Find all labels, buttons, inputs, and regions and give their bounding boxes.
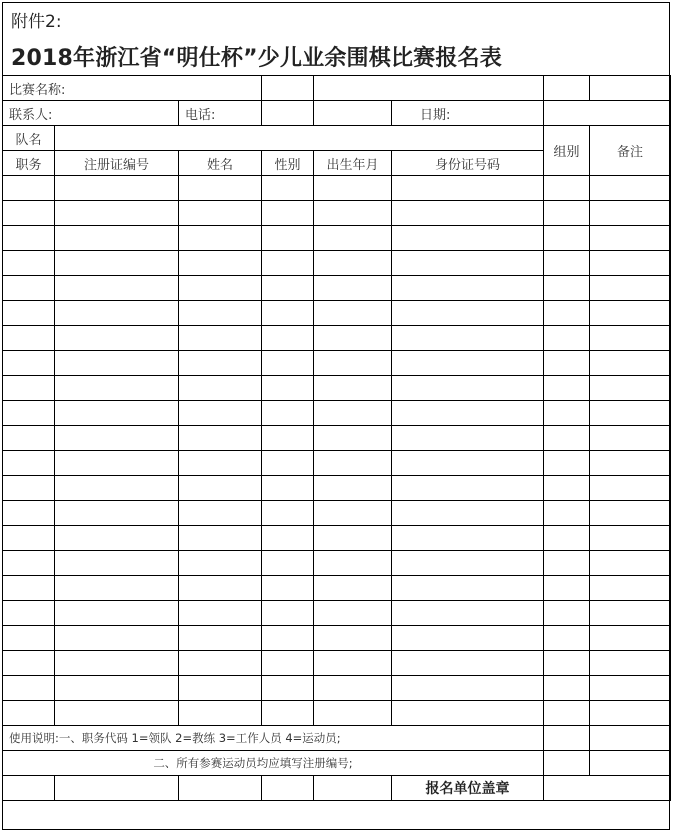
entry-cell-gender[interactable]: [262, 701, 314, 726]
competition-name-field-2[interactable]: [314, 76, 544, 101]
entry-cell-birth[interactable]: [314, 551, 392, 576]
entry-cell-name[interactable]: [179, 626, 262, 651]
usage-note-1: 使用说明:一、职务代码 1=领队 2=教练 3=工作人员 4=运动员;: [3, 726, 544, 751]
unit-stamp-field[interactable]: [544, 776, 671, 801]
entry-cell-role[interactable]: [3, 401, 55, 426]
entry-cell-gender[interactable]: [262, 326, 314, 351]
usage-note-2-cell-h[interactable]: [590, 751, 671, 776]
team-name-field[interactable]: [55, 126, 544, 151]
entry-cell-reg-number[interactable]: [55, 326, 179, 351]
entry-cell-role[interactable]: [3, 301, 55, 326]
entry-cell-name[interactable]: [179, 226, 262, 251]
entry-cell-id-number[interactable]: [392, 351, 544, 376]
table-row: [3, 551, 671, 576]
entry-cell-birth[interactable]: [314, 576, 392, 601]
entry-cell-group[interactable]: [544, 276, 590, 301]
entry-cell-id-number[interactable]: [392, 201, 544, 226]
entry-cell-birth[interactable]: [314, 676, 392, 701]
table-row: [3, 601, 671, 626]
entry-cell-group[interactable]: [544, 651, 590, 676]
entry-cell-reg-number[interactable]: [55, 176, 179, 201]
entry-cell-reg-number[interactable]: [55, 251, 179, 276]
footer-cell-a[interactable]: [3, 776, 55, 801]
entry-cell-remarks[interactable]: [590, 276, 671, 301]
entry-cell-birth[interactable]: [314, 476, 392, 501]
entry-cell-group[interactable]: [544, 551, 590, 576]
entry-cell-id-number[interactable]: [392, 526, 544, 551]
usage-note-2-cell-g[interactable]: [544, 751, 590, 776]
entry-cell-group[interactable]: [544, 476, 590, 501]
entry-cell-gender[interactable]: [262, 176, 314, 201]
entry-cell-id-number[interactable]: [392, 576, 544, 601]
entry-cell-gender[interactable]: [262, 401, 314, 426]
entry-cell-gender[interactable]: [262, 576, 314, 601]
entry-cell-name[interactable]: [179, 201, 262, 226]
table-row: [3, 201, 671, 226]
entry-cell-role[interactable]: [3, 551, 55, 576]
footer-cell-c[interactable]: [179, 776, 262, 801]
footer-cell-e[interactable]: [314, 776, 392, 801]
entry-cell-reg-number[interactable]: [55, 701, 179, 726]
entry-cell-birth[interactable]: [314, 601, 392, 626]
entry-cell-reg-number[interactable]: [55, 201, 179, 226]
competition-name-label: 比赛名称:: [3, 76, 262, 101]
table-row: [3, 576, 671, 601]
entry-cell-group[interactable]: [544, 326, 590, 351]
entry-cell-id-number[interactable]: [392, 401, 544, 426]
footer-cell-b[interactable]: [55, 776, 179, 801]
attachment-label: 附件2:: [11, 12, 62, 32]
entry-cell-id-number[interactable]: [392, 501, 544, 526]
entry-cell-remarks[interactable]: [590, 476, 671, 501]
entry-cell-id-number[interactable]: [392, 226, 544, 251]
entry-cell-reg-number[interactable]: [55, 626, 179, 651]
col-header-birth: 出生年月: [314, 151, 392, 176]
entry-cell-remarks[interactable]: [590, 251, 671, 276]
entry-cell-role[interactable]: [3, 626, 55, 651]
entry-cell-birth[interactable]: [314, 276, 392, 301]
entry-cell-group[interactable]: [544, 176, 590, 201]
competition-name-field-1[interactable]: [262, 76, 314, 101]
entry-cell-role[interactable]: [3, 226, 55, 251]
table-row: [3, 276, 671, 301]
entry-cell-gender[interactable]: [262, 526, 314, 551]
entry-cell-group[interactable]: [544, 301, 590, 326]
table-row: [3, 476, 671, 501]
usage-note-1-cell-g[interactable]: [544, 726, 590, 751]
entry-cell-id-number[interactable]: [392, 251, 544, 276]
entry-cell-group[interactable]: [544, 451, 590, 476]
entry-cell-role[interactable]: [3, 351, 55, 376]
table-row: [3, 626, 671, 651]
entry-cell-birth[interactable]: [314, 401, 392, 426]
entry-cell-id-number[interactable]: [392, 326, 544, 351]
entry-cell-name[interactable]: [179, 551, 262, 576]
entry-cell-role[interactable]: [3, 526, 55, 551]
entry-cell-role[interactable]: [3, 251, 55, 276]
col-header-gender: 性别: [262, 151, 314, 176]
entry-cell-reg-number[interactable]: [55, 476, 179, 501]
col-header-role: 职务: [3, 151, 55, 176]
phone-field[interactable]: [262, 101, 314, 126]
entry-cell-name[interactable]: [179, 301, 262, 326]
entry-cell-role[interactable]: [3, 651, 55, 676]
entry-cell-gender[interactable]: [262, 251, 314, 276]
entry-cell-birth[interactable]: [314, 351, 392, 376]
entry-cell-gender[interactable]: [262, 676, 314, 701]
entry-cell-id-number[interactable]: [392, 426, 544, 451]
col-header-name: 姓名: [179, 151, 262, 176]
entry-cell-group[interactable]: [544, 351, 590, 376]
entry-cell-remarks[interactable]: [590, 426, 671, 451]
entry-cell-remarks[interactable]: [590, 451, 671, 476]
entry-cell-role[interactable]: [3, 601, 55, 626]
entry-cell-remarks[interactable]: [590, 176, 671, 201]
date-label: 日期:: [392, 101, 544, 126]
entry-cell-name[interactable]: [179, 176, 262, 201]
entry-cell-gender[interactable]: [262, 601, 314, 626]
entry-cell-role[interactable]: [3, 576, 55, 601]
entry-cell-gender[interactable]: [262, 551, 314, 576]
entry-cell-group[interactable]: [544, 701, 590, 726]
entry-cell-name[interactable]: [179, 351, 262, 376]
entry-cell-group[interactable]: [544, 626, 590, 651]
entry-cell-name[interactable]: [179, 426, 262, 451]
entry-cell-id-number[interactable]: [392, 626, 544, 651]
entry-cell-remarks[interactable]: [590, 351, 671, 376]
table-row: [3, 501, 671, 526]
date-field[interactable]: [544, 101, 671, 126]
entry-cell-reg-number[interactable]: [55, 226, 179, 251]
entry-cell-remarks[interactable]: [590, 526, 671, 551]
entry-cell-id-number[interactable]: [392, 676, 544, 701]
entry-cell-id-number[interactable]: [392, 476, 544, 501]
table-row: [3, 526, 671, 551]
unit-stamp-label: 报名单位盖章: [392, 776, 544, 801]
footer-cell-d[interactable]: [262, 776, 314, 801]
entry-cell-birth[interactable]: [314, 526, 392, 551]
entry-cell-remarks[interactable]: [590, 301, 671, 326]
entry-cell-remarks[interactable]: [590, 551, 671, 576]
entry-cell-birth[interactable]: [314, 201, 392, 226]
table-row: [3, 651, 671, 676]
entry-cell-name[interactable]: [179, 601, 262, 626]
entry-cell-id-number[interactable]: [392, 376, 544, 401]
entry-cell-reg-number[interactable]: [55, 401, 179, 426]
entry-cell-group[interactable]: [544, 376, 590, 401]
entry-cell-group[interactable]: [544, 576, 590, 601]
remarks-header: 备注: [590, 126, 671, 176]
table-row: [3, 351, 671, 376]
entry-cell-birth[interactable]: [314, 376, 392, 401]
entry-cell-reg-number[interactable]: [55, 576, 179, 601]
team-name-label: 队名: [3, 126, 55, 151]
entry-cell-remarks[interactable]: [590, 326, 671, 351]
competition-name-field-4[interactable]: [590, 76, 671, 101]
entry-cell-role[interactable]: [3, 451, 55, 476]
entry-cell-remarks[interactable]: [590, 701, 671, 726]
entry-cell-gender[interactable]: [262, 226, 314, 251]
entry-cell-gender[interactable]: [262, 351, 314, 376]
entry-cell-group[interactable]: [544, 426, 590, 451]
entry-cell-remarks[interactable]: [590, 626, 671, 651]
entry-cell-remarks[interactable]: [590, 376, 671, 401]
entry-cell-reg-number[interactable]: [55, 651, 179, 676]
entry-cell-gender[interactable]: [262, 476, 314, 501]
entry-cell-name[interactable]: [179, 326, 262, 351]
entry-cell-birth[interactable]: [314, 226, 392, 251]
table-row: [3, 326, 671, 351]
entry-cell-role[interactable]: [3, 276, 55, 301]
table-row: [3, 301, 671, 326]
entry-cell-reg-number[interactable]: [55, 551, 179, 576]
entry-cell-reg-number[interactable]: [55, 601, 179, 626]
entry-cell-gender[interactable]: [262, 501, 314, 526]
entry-cell-name[interactable]: [179, 376, 262, 401]
entry-cell-reg-number[interactable]: [55, 301, 179, 326]
registration-table: [2, 75, 671, 801]
entry-cell-id-number[interactable]: [392, 301, 544, 326]
entry-cell-gender[interactable]: [262, 276, 314, 301]
entry-cell-name[interactable]: [179, 676, 262, 701]
entry-cell-gender[interactable]: [262, 451, 314, 476]
entry-cell-remarks[interactable]: [590, 676, 671, 701]
entry-cell-role[interactable]: [3, 376, 55, 401]
entry-cell-role[interactable]: [3, 701, 55, 726]
competition-name-field-3[interactable]: [544, 76, 590, 101]
table-row: [3, 401, 671, 426]
entry-cell-id-number[interactable]: [392, 701, 544, 726]
entry-cell-name[interactable]: [179, 501, 262, 526]
entry-cell-role[interactable]: [3, 426, 55, 451]
entry-cell-birth[interactable]: [314, 701, 392, 726]
phone-label: 电话:: [179, 101, 262, 126]
entry-cell-name[interactable]: [179, 251, 262, 276]
entry-cell-birth[interactable]: [314, 326, 392, 351]
usage-note-2: 二、所有参赛运动员均应填写注册编号;: [3, 751, 544, 776]
entry-cell-birth[interactable]: [314, 251, 392, 276]
entry-cell-gender[interactable]: [262, 626, 314, 651]
entry-cell-id-number[interactable]: [392, 551, 544, 576]
table-row: [3, 701, 671, 726]
entry-cell-id-number[interactable]: [392, 601, 544, 626]
group-header: 组别: [544, 126, 590, 176]
col-header-id-number: 身份证号码: [392, 151, 544, 176]
entry-cell-remarks[interactable]: [590, 501, 671, 526]
entry-cell-id-number[interactable]: [392, 176, 544, 201]
entry-cell-birth[interactable]: [314, 301, 392, 326]
entry-cell-remarks[interactable]: [590, 576, 671, 601]
entry-cell-birth[interactable]: [314, 451, 392, 476]
table-row: [3, 451, 671, 476]
entry-cell-name[interactable]: [179, 276, 262, 301]
entry-cell-reg-number[interactable]: [55, 451, 179, 476]
entry-cell-name[interactable]: [179, 451, 262, 476]
entry-cell-reg-number[interactable]: [55, 276, 179, 301]
entry-cell-name[interactable]: [179, 476, 262, 501]
entry-cell-name[interactable]: [179, 401, 262, 426]
entry-cell-id-number[interactable]: [392, 451, 544, 476]
entry-cell-gender[interactable]: [262, 201, 314, 226]
entry-cell-gender[interactable]: [262, 376, 314, 401]
entry-cell-gender[interactable]: [262, 426, 314, 451]
table-row: [3, 251, 671, 276]
entry-cell-name[interactable]: [179, 701, 262, 726]
entry-cell-group[interactable]: [544, 226, 590, 251]
entry-cell-name[interactable]: [179, 576, 262, 601]
col-header-reg-number: 注册证编号: [55, 151, 179, 176]
entry-cell-group[interactable]: [544, 526, 590, 551]
entry-cell-group[interactable]: [544, 251, 590, 276]
entry-cell-name[interactable]: [179, 526, 262, 551]
entry-cell-role[interactable]: [3, 476, 55, 501]
entry-cell-remarks[interactable]: [590, 401, 671, 426]
table-row: [3, 376, 671, 401]
entry-cell-id-number[interactable]: [392, 276, 544, 301]
entry-cell-remarks[interactable]: [590, 201, 671, 226]
entry-cell-group[interactable]: [544, 601, 590, 626]
entry-cell-reg-number[interactable]: [55, 426, 179, 451]
entry-cell-role[interactable]: [3, 326, 55, 351]
entry-cell-birth[interactable]: [314, 651, 392, 676]
contact-label: 联系人:: [3, 101, 179, 126]
entry-cell-group[interactable]: [544, 201, 590, 226]
table-row: [3, 176, 671, 201]
entry-cell-birth[interactable]: [314, 501, 392, 526]
entry-cell-id-number[interactable]: [392, 651, 544, 676]
entry-cell-group[interactable]: [544, 676, 590, 701]
entry-cell-reg-number[interactable]: [55, 526, 179, 551]
table-row: [3, 226, 671, 251]
phone-field-2[interactable]: [314, 101, 392, 126]
entry-cell-gender[interactable]: [262, 301, 314, 326]
entry-cell-group[interactable]: [544, 401, 590, 426]
entry-cell-name[interactable]: [179, 651, 262, 676]
table-row: [3, 426, 671, 451]
usage-note-1-cell-h[interactable]: [590, 726, 671, 751]
entry-cell-remarks[interactable]: [590, 226, 671, 251]
entry-cell-remarks[interactable]: [590, 601, 671, 626]
entry-cell-role[interactable]: [3, 676, 55, 701]
form-title: 2018年浙江省“明仕杯”少儿业余围棋比赛报名表: [11, 46, 502, 71]
entry-cell-role[interactable]: [3, 501, 55, 526]
entry-cell-group[interactable]: [544, 501, 590, 526]
entry-cell-remarks[interactable]: [590, 651, 671, 676]
entry-cell-role[interactable]: [3, 176, 55, 201]
table-row: [3, 676, 671, 701]
entry-cell-reg-number[interactable]: [55, 376, 179, 401]
entry-cell-reg-number[interactable]: [55, 351, 179, 376]
entry-cell-birth[interactable]: [314, 176, 392, 201]
entry-cell-reg-number[interactable]: [55, 501, 179, 526]
entry-cell-reg-number[interactable]: [55, 676, 179, 701]
entry-cell-birth[interactable]: [314, 426, 392, 451]
entry-cell-role[interactable]: [3, 201, 55, 226]
entry-cell-birth[interactable]: [314, 626, 392, 651]
entry-cell-gender[interactable]: [262, 651, 314, 676]
